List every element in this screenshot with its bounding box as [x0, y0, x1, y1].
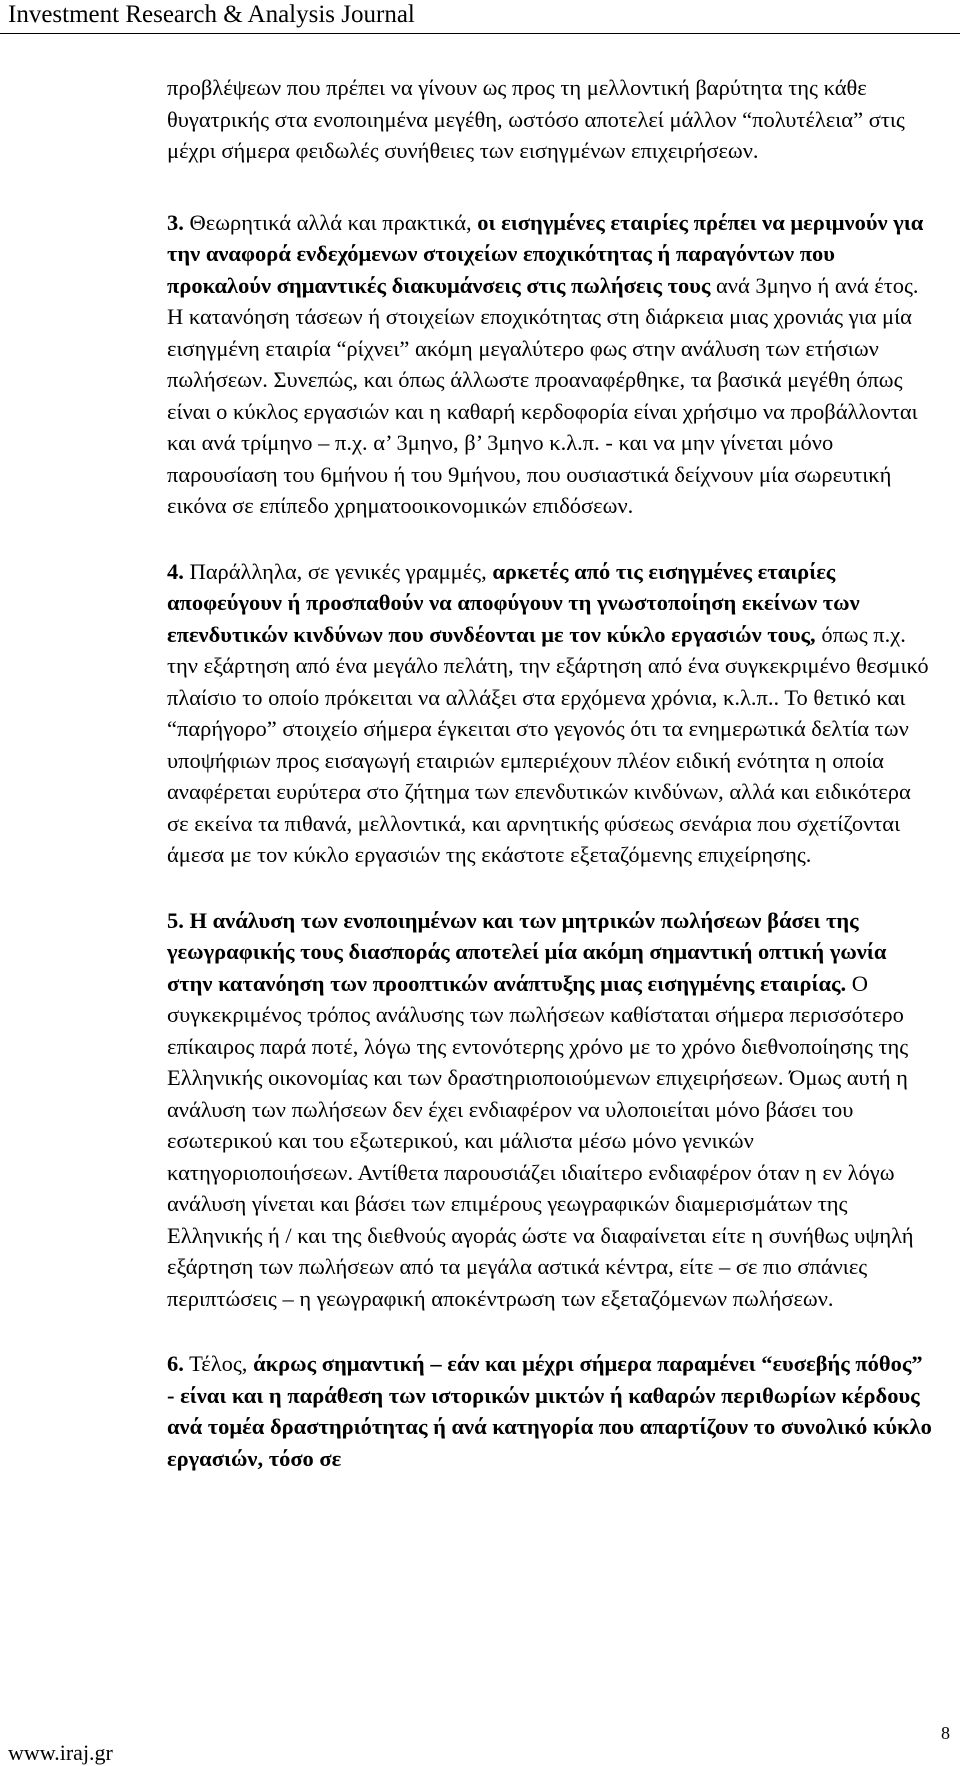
- paragraph-rest: όπως π.χ. την εξάρτηση από ένα μεγάλο πελάτη, την εξάρτηση από ένα συγκεκριμένο θεσμικό πλαίσιο το οποίο πρόκειται να αλλάξει στα ερχόμενα χρόνια, κ.λ.π.. Το θετικό και “παρήγορο” στοιχείο σήμερα έγκειται στο γεγονός ότι τα ενημερωτικά δελτία των υποψήφιων προς εισαγωγή εταιριών εμπεριέχουν πλέον ειδική ενότητα η οποία αναφέρεται ευρύτερα στο ζήτημα των επενδυτικών κινδύνων, αλλά και ειδικότερα σε εκείνα τα πιθανά, μελλοντικά, και αρνητικής φύσεως σενάρια που σχετίζονται άμεσα με τον κύκλο εργασιών της εκάστοτε εξεταζόμενης επιχείρησης.: [167, 621, 929, 867]
- paragraph-3: [167, 207, 932, 522]
- paragraph-intro: Θεωρητικά αλλά και πρακτικά,: [183, 209, 478, 235]
- page-number: 8: [941, 1723, 950, 1743]
- paragraph-6: [167, 1348, 932, 1474]
- paragraph-text: προβλέψεων που πρέπει να γίνουν ως προς τη μελλοντική βαρύτητα της κάθε θυγατρικής στα ενοποιημένα μεγέθη, ωστόσο αποτελεί μάλλον “πολυτέλεια” στις μέχρι σήμερα φειδωλές συνήθειες των εισηγμένων επιχειρήσεων.: [167, 75, 905, 163]
- paragraph-emphasis: αρκετές από τις εισηγμένες εταιρίες αποφεύγουν ή προσπαθούν να αποφύγουν τη γνωστοποίηση εκείνων των επενδυτικών κινδύνων που συνδέονται με τον κύκλο εργασιών τους,: [167, 558, 860, 647]
- journal-title: Investment Research & Analysis Journal: [8, 1, 415, 28]
- paragraph-rest: ανά 3μηνο ή ανά έτος. Η κατανόηση τάσεων ή στοιχείων εποχικότητας στη διάρκεια μιας χρονιάς για μία εισηγμένη εταιρία “ρίχνει” ακόμη μεγαλύτερο φως στην ανάλυση των ετήσιων πωλήσεων. Συνεπώς, και όπως άλλωστε προαναφέρθηκε, τα βασικά μεγέθη όπως είναι ο κύκλος εργασιών και η καθαρή κερδοφορία είναι χρήσιμο να προβάλλονται και ανά τρίμηνο – π.χ. α’ 3μηνο, β’ 3μηνο κ.λ.π. - και να μην γίνεται μόνο παρουσίαση του 6μήνου ή του 9μήνου, που ουσιαστικά δείχνουν μία σωρευτική εικόνα σε επίπεδο χρηματοοικονομικών επιδόσεων.: [167, 272, 919, 518]
- paragraph-emphasis: οι εισηγμένες εταιρίες πρέπει να μεριμνούν για την αναφορά ενδεχόμενων στοιχείων εποχικότητας ή παραγόντων που προκαλούν σημαντικές διακυμάνσεις στις πωλήσεις τους: [167, 209, 924, 298]
- paragraph-continuation: [167, 72, 932, 167]
- item-number: 6.: [167, 1351, 184, 1376]
- paragraph-emphasis: Η ανάλυση των ενοποιημένων και των μητρικών πωλήσεων βάσει της γεωγραφικής τους διασποράς αποτελεί μία ακόμη σημαντική οπτική γωνία στην κατανόηση των προοπτικών ανάπτυξης μιας εισηγμένης εταιρίας.: [167, 907, 887, 996]
- header-divider: [0, 33, 960, 34]
- item-number: 3.: [167, 209, 184, 235]
- footer-site-link[interactable]: www.iraj.gr: [8, 1740, 113, 1765]
- item-number: 4.: [167, 558, 184, 584]
- paragraph-emphasis: άκρως σημαντική – εάν και μέχρι σήμερα παραμένει “ευσεβής πόθος” - είναι και η παράθεση των ιστορικών μικτών ή καθαρών περιθωρίων κέρδους ανά τομέα δραστηριότητας ή ανά κατηγορία που απαρτίζουν το συνολικό κύκλο εργασιών, τόσο σε: [167, 1351, 932, 1471]
- paragraph-5: [167, 905, 932, 1315]
- paragraph-rest: Ο συγκεκριμένος τρόπος ανάλυσης των πωλήσεων καθίσταται σήμερα περισσότερο επίκαιρος παρά ποτέ, λόγω της εντονότερης χρόνο με το χρόνο διεθνοποίησης της Ελληνικής οικονομίας και των δραστηριοποιούμενων επιχειρήσεων. Όμως αυτή η ανάλυση των πωλήσεων δεν έχει ενδιαφέρον να υλοποιείται μόνο βάσει του εσωτερικού και του εξωτερικού, και μάλιστα μέσω μόνο γενικών κατηγοριοποιήσεων. Αντίθετα παρουσιάζει ιδιαίτερο ενδιαφέρον όταν η εν λόγω ανάλυση γίνεται και βάσει των επιμέρους γεωγραφικών διαμερισμάτων της Ελληνικής ή / και της διεθνούς αγοράς ώστε να διαφαίνεται είτε η συνήθως υψηλή εξάρτηση των πωλήσεων από τα μεγάλα αστικά κέντρα, είτε – σε πιο σπάνιες περιπτώσεις – η γεωγραφική αποκέντρωση των εξεταζόμενων πωλήσεων.: [167, 970, 914, 1311]
- paragraph-4: [167, 556, 932, 871]
- article-body: [167, 72, 932, 1508]
- paragraph-intro: Παράλληλα, σε γενικές γραμμές,: [183, 558, 493, 584]
- item-number: 5.: [167, 907, 184, 933]
- paragraph-intro: Τέλος,: [183, 1351, 254, 1376]
